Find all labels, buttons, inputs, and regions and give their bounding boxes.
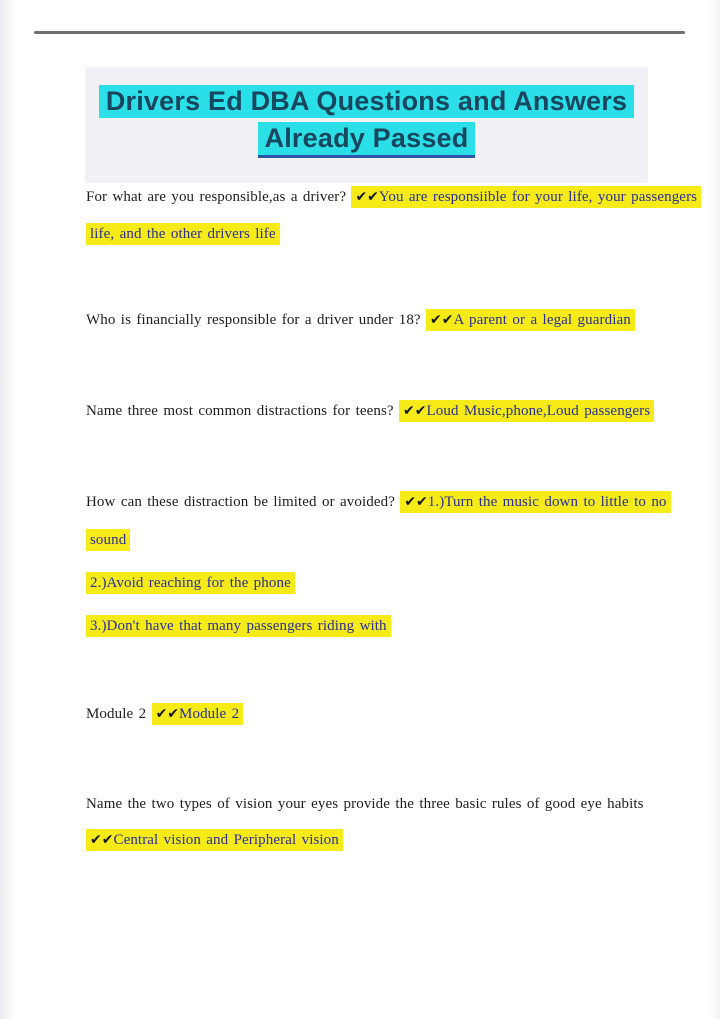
answer-text: life, and the other drivers life (90, 226, 276, 242)
answer-text: A parent or a legal guardian (453, 312, 631, 328)
double-checkmark-icon: ✔✔ (90, 832, 114, 848)
question-text: For what are you responsible,as a driver? (86, 189, 352, 205)
document-title-line1 (85, 83, 648, 120)
qa-line-q6-1 (86, 793, 644, 816)
answer-highlight (86, 829, 343, 851)
answer-text: 2.)Avoid reaching for the phone (90, 575, 291, 591)
qa-line-q1-1 (86, 186, 701, 209)
answer-highlight (86, 572, 295, 594)
answer-text: sound (90, 532, 127, 548)
double-checkmark-icon: ✔✔ (430, 312, 454, 328)
answer-highlight (152, 703, 244, 725)
answer-highlight (86, 615, 391, 637)
answer-highlight (426, 309, 635, 331)
answer-highlight (399, 400, 654, 422)
qa-line-q4-3 (86, 572, 295, 595)
answer-text: You are responsiible for your life, your passengers (378, 189, 698, 205)
answer-text: Module 2 (179, 706, 240, 722)
qa-line-q4-4 (86, 615, 391, 638)
answer-highlight (86, 223, 280, 245)
top-divider-rule (34, 31, 685, 34)
qa-line-q4-2 (86, 529, 130, 552)
page-edge-shadow-left (0, 0, 16, 1019)
double-checkmark-icon: ✔✔ (404, 494, 428, 510)
answer-text: 1.)Turn the music down to little to no (427, 494, 667, 510)
title-highlight: Already Passed (258, 122, 476, 158)
question-text: Name three most common distractions for teens? (86, 403, 400, 419)
question-text: How can these distraction be limited or avoided? (86, 494, 401, 510)
answer-highlight (351, 186, 701, 208)
title-highlight: Drivers Ed DBA Questions and Answers (99, 85, 634, 118)
double-checkmark-icon: ✔✔ (155, 706, 180, 722)
qa-line-q6-2 (86, 829, 343, 852)
answer-text: 3.)Don't have that many passengers riding with (90, 618, 387, 634)
question-text: Name the two types of vision your eyes provide the three basic rules of good eye habits (86, 796, 644, 812)
answer-highlight (400, 491, 670, 513)
qa-line-q3 (86, 400, 654, 423)
qa-line-q5 (86, 703, 243, 726)
question-text: Who is financially responsible for a driver under 18? (86, 312, 427, 328)
double-checkmark-icon: ✔✔ (403, 403, 427, 419)
question-text: Module 2 (86, 706, 152, 722)
answer-text: Loud Music,phone,Loud passengers (426, 403, 651, 419)
answer-text: Central vision and Peripheral vision (113, 832, 339, 848)
double-checkmark-icon: ✔✔ (355, 189, 379, 205)
answer-highlight (86, 529, 130, 551)
page-edge-shadow-right (708, 0, 720, 1019)
document-title-line2 (85, 120, 648, 157)
qa-line-q2 (86, 309, 635, 332)
qa-line-q4-1 (86, 491, 671, 514)
qa-line-q1-2 (86, 223, 280, 246)
title-block (85, 67, 648, 183)
